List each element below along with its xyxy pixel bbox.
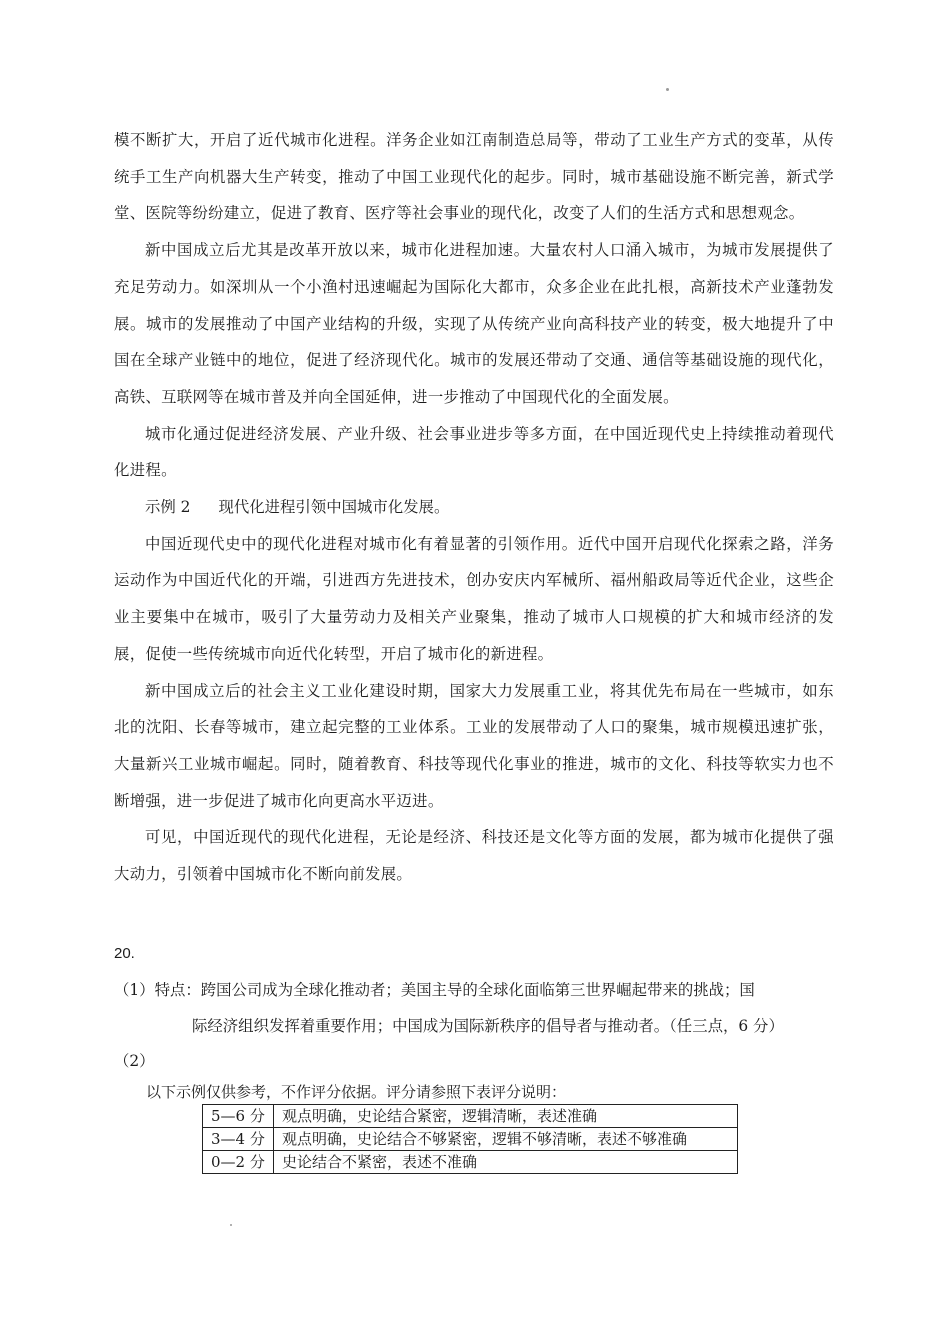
paragraph-industrialization: 新中国成立后的社会主义工业化建设时期，国家大力发展重工业，将其优先布局在一些城市，如东北的沈阳、长春等城市，建立起完整的工业体系。工业的发展带动了人口的聚集，城市规模迅速扩张，大量新兴工业城市崛起。同时，随着教育、科技等现代化事业的推进，城市的文化、科技等软实力也不断增强，进一步促进了城市化向更高水平迈进。 [114, 681, 834, 810]
example-2-label: 示例 2 [145, 498, 191, 517]
answer-part-1 [114, 972, 854, 1044]
score-description: 观点明确，史论结合紧密，逻辑清晰，表述准确 [274, 1105, 738, 1128]
scoring-note: 以下示例仅供参考，不作评分依据。评分请参照下表评分说明： [146, 1083, 567, 1101]
paragraph-conclusion-2: 可见，中国近现代的现代化进程，无论是经济、科技还是文化等方面的发展，都为城市化提供了强大动力，引领着中国城市化不断向前发展。 [114, 828, 834, 884]
table-row [203, 1128, 738, 1151]
paragraph-continuation: 模不断扩大，开启了近代城市化进程。洋务企业如江南制造总局等，带动了工业生产方式的变革，从传统手工生产向机器大生产转变，推动了中国工业现代化的起步。同时，城市基础设施不断完善，新式学堂、医院等纷纷建立，促进了教育、医疗等社会事业的现代化，改变了人们的生活方式和思想观念。 [114, 131, 834, 223]
score-range: 3—4 分 [203, 1128, 274, 1151]
paragraph-reform-era: 新中国成立后尤其是改革开放以来，城市化进程加速。大量农村人口涌入城市，为城市发展提供了充足劳动力。如深圳从一个小渔村迅速崛起为国际化大都市，众多企业在此扎根，高新技术产业蓬勃发展。城市的发展推动了中国产业结构的升级，实现了从传统产业向高科技产业的转变，极大地提升了中国在全球产业链中的地位，促进了经济现代化。城市的发展还带动了交通、通信等基础设施的现代化，高铁、互联网等在城市普及并向全国延伸，进一步推动了中国现代化的全面发展。 [114, 241, 834, 406]
table-row [203, 1105, 738, 1128]
paragraph-conclusion-1: 城市化通过促进经济发展、产业升级、社会事业进步等多方面，在中国近现代史上持续推动着现代化进程。 [114, 424, 834, 480]
essay-content [114, 122, 834, 893]
example-2-title: 现代化进程引领中国城市化发展。 [218, 498, 450, 517]
question-number: 20. [114, 945, 135, 962]
paragraph-modern-history: 中国近现代史中的现代化进程对城市化有着显著的引领作用。近代中国开启现代化探索之路，洋务运动作为中国近代化的开端，引进西方先进技术，创办安庆内军械所、福州船政局等近代企业，这些企业主要集中在城市，吸引了大量劳动力及相关产业聚集，推动了城市人口规模的扩大和城市经济的发展，促使一些传统城市向近代化转型，开启了城市化的新进程。 [114, 534, 834, 663]
answer-part-1-line-2: 际经济组织发挥着重要作用；中国成为国际新秩序的倡导者与推动者。（任三点，6 分） [192, 1017, 784, 1035]
score-range: 0—2 分 [203, 1151, 274, 1174]
scoring-table [202, 1104, 738, 1174]
score-description: 史论结合不紧密，表述不准确 [274, 1151, 738, 1174]
answer-part-2-label: （2） [114, 1052, 155, 1070]
score-description: 观点明确，史论结合不够紧密，逻辑不够清晰，表述不够准确 [274, 1128, 738, 1151]
answer-part-1-line-1: （1）特点：跨国公司成为全球化推动者；美国主导的全球化面临第三世界崛起带来的挑战；国 [114, 981, 755, 999]
example-2-heading [114, 489, 834, 526]
score-range: 5—6 分 [203, 1105, 274, 1128]
table-row [203, 1151, 738, 1174]
page-mark-bottom [230, 1224, 232, 1226]
page-mark-top [666, 88, 669, 91]
